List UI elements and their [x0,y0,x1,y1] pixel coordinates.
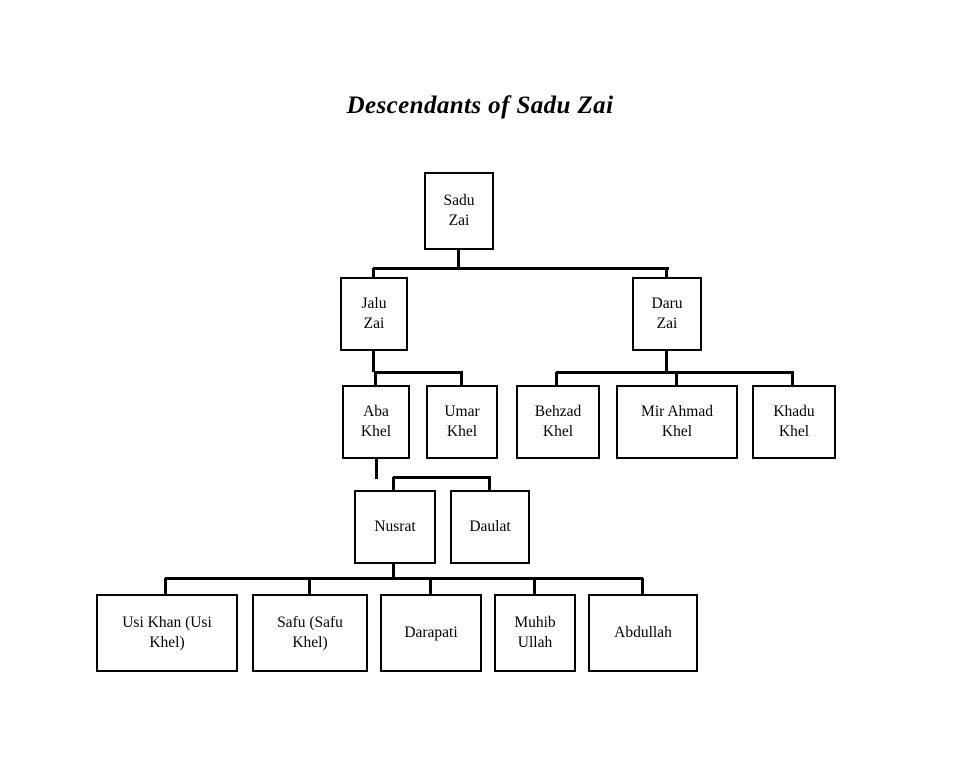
tree-node-usi-khan[interactable] [96,594,238,672]
tree-node-label: Mir Ahmad Khel [641,403,713,440]
tree-node-label: Umar Khel [444,403,480,440]
connector-nusrat-drop [392,477,395,491]
tree-node-mir-ahmad-khel[interactable] [616,385,738,459]
tree-node-daulat[interactable] [450,490,530,564]
connector-jalu-bus [375,371,463,374]
tree-node-jalu-zai[interactable] [340,277,408,351]
tree-node-behzad-khel[interactable] [516,385,600,459]
tree-node-label: Safu (Safu Khel) [277,614,343,651]
tree-node-sadu-zai[interactable] [424,172,494,250]
tree-node-khadu-khel[interactable] [752,385,836,459]
tree-node-label: Aba Khel [360,403,392,440]
connector-khadu-drop [791,372,794,386]
tree-node-nusrat[interactable] [354,490,436,564]
connector-behzad-drop [555,372,558,386]
tree-node-safu[interactable] [252,594,368,672]
connector-children-bus [165,577,643,580]
connector-daru-stem [665,351,668,372]
tree-node-label: Usi Khan (Usi Khel) [122,614,212,651]
tree-node-label: Jalu Zai [361,295,387,332]
tree-node-umar-khel[interactable] [426,385,498,459]
connector-darapati-drop [429,578,432,595]
connector-aba-drop [374,372,377,386]
connector-safu-drop [308,578,311,595]
tree-node-darapati[interactable] [380,594,482,672]
tree-node-label: Daulat [469,518,511,536]
connector-abdullah-drop [641,578,644,595]
tree-node-aba-khel[interactable] [342,385,410,459]
connector-aba-bus [393,476,491,479]
connector-aba-stem [375,459,378,479]
connector-usi-drop [164,578,167,595]
tree-node-label: Behzad Khel [534,403,582,440]
tree-node-muhib-ullah[interactable] [494,594,576,672]
tree-node-abdullah[interactable] [588,594,698,672]
connector-sadu-bus [373,267,669,270]
connector-umar-drop [460,372,463,386]
tree-node-label: Nusrat [374,518,416,536]
tree-node-label: Muhib Ullah [514,614,556,651]
connector-muhib-drop [533,578,536,595]
tree-node-label: Khadu Khel [773,403,815,440]
tree-node-label: Daru Zai [651,295,683,332]
connector-jalu-stem [372,351,375,372]
tree-node-daru-zai[interactable] [632,277,702,351]
tree-node-label: Abdullah [614,624,672,642]
tree-node-label: Darapati [404,624,458,642]
connector-daulat-drop [488,477,491,491]
tree-node-label: Sadu Zai [443,192,475,229]
connector-mirahmad-drop [675,372,678,386]
page-title: Descendants of Sadu Zai [346,92,614,119]
